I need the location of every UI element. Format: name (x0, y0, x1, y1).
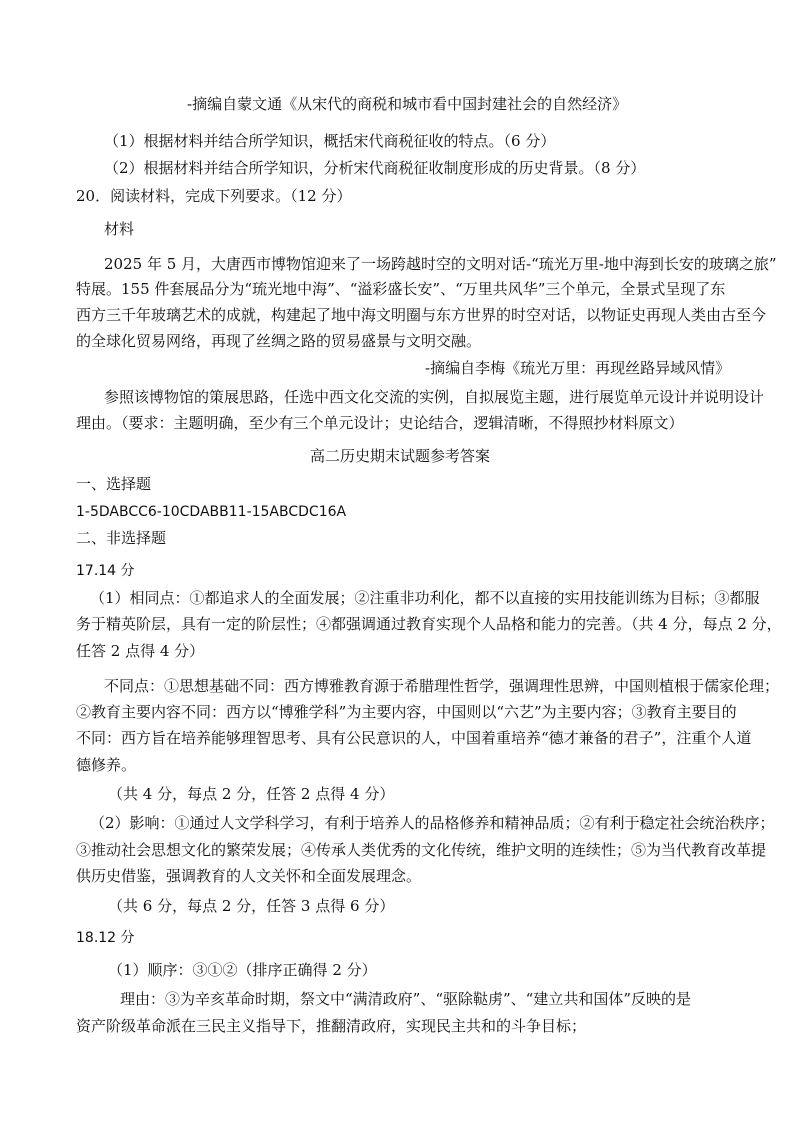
section2-title: 二、非选择题 (76, 529, 167, 547)
q20-task-line: 参照该博物馆的策展思路，任选中西文化交流的实例，自拟展览主题，进行展览单元设计并说明设计 (104, 388, 765, 406)
q17-line: （2）影响：①通过人文学科学习，有利于培养人的品格修养和精神品质；②有利于稳定社会统治秩序； (90, 814, 775, 832)
q19-sub1: （1）根据材料并结合所学知识，概括宋代商税征收的特点。（6 分） (104, 132, 556, 150)
q20-material-line: 西方三千年玻璃艺术的成就，构建起了地中海文明圈与东方世界的时空对话，以物证史再现人类由古至今 (76, 306, 767, 324)
q17-score: （共 6 分，每点 2 分，任答 3 点得 6 分） (108, 897, 395, 915)
q18-order: （1）顺序：③①②（排序正确得 2 分） (108, 961, 377, 979)
q18-reason-line: 理由：③为辛亥革命时期，祭文中“满清政府”、“驱除鞑虏”、“建立共和国体”反映的是 (120, 990, 692, 1008)
section1-title: 一、选择题 (76, 475, 152, 493)
q17-line: ③推动社会思想文化的繁荣发展；④传承人类优秀的文化传统，维护文明的连续性；⑤为当代教育改革提 (76, 841, 767, 859)
q17-line: 务于精英阶层，具有一定的阶层性；④都强调通过教育实现个人品格和能力的完善。（共 4 分，每点 2 分， (76, 615, 782, 633)
q17-line: ②教育主要内容不同：西方以“博雅学科”为主要内容，中国则以“六艺”为主要内容；③教育主要目的 (76, 703, 737, 721)
q17-line: 不同点：①思想基础不同：西方博雅教育源于希腊理性哲学，强调理性思辨，中国则植根于儒家伦理； (104, 677, 780, 695)
mc-answers: 1-5DABCC6-10CDABB11-15ABCDC16A (76, 504, 347, 520)
q20-material-line: 特展。155 件套展品分为“琉光地中海”、“溢彩盛长安”、“万里共风华”三个单元，全景式呈现了东 (76, 280, 726, 298)
q20-material-line: 2025 年 5 月，大唐西市博物馆迎来了一场跨越时空的文明对话-“琉光万里-地中海到长安的玻璃之旅” (104, 255, 777, 273)
q17-score: （共 4 分，每点 2 分，任答 2 点得 4 分） (108, 785, 395, 803)
q20-header: 20．阅读材料，完成下列要求。（12 分） (76, 187, 352, 205)
q20-citation: -摘编自李梅《琉光万里：再现丝路异域风情》 (425, 359, 731, 377)
q20-material-line: 的全球化贸易网络，再现了丝绸之路的贸易盛景与文明交融。 (76, 332, 482, 350)
q17-line: （1）相同点：①都追求人的全面发展；②注重非功利化，都不以直接的实用技能训练为目标；③都服 (90, 589, 760, 607)
source-line: -摘编自蒙文通《从宋代的商税和城市看中国封建社会的自然经济》 (187, 95, 628, 113)
q18-reason-line: 资产阶级革命派在三民主义指导下，推翻清政府，实现民主共和的斗争目标； (76, 1017, 587, 1035)
answer-title: 高二历史期末试题参考答案 (309, 447, 490, 465)
q17-line: 不同：西方旨在培养能够理智思考、具有公民意识的人，中国着重培养“德才兼备的君子”，注重个人道 (76, 729, 752, 747)
q20-material-label: 材料 (104, 220, 135, 238)
q17-line: 供历史借鉴，强调教育的人文关怀和全面发展理念。 (76, 867, 422, 885)
q17-line: 德修养。 (76, 756, 137, 774)
q18-header: 18.12 分 (76, 930, 135, 946)
q20-task-line: 理由。（要求：主题明确，至少有三个单元设计；史论结合，逻辑清晰，不得照抄材料原文） (76, 414, 684, 432)
q17-header: 17.14 分 (76, 563, 135, 579)
q19-sub2: （2）根据材料并结合所学知识，分析宋代商税征收制度形成的历史背景。（8 分） (104, 159, 646, 177)
q17-line: 任答 2 点得 4 分） (76, 642, 205, 660)
